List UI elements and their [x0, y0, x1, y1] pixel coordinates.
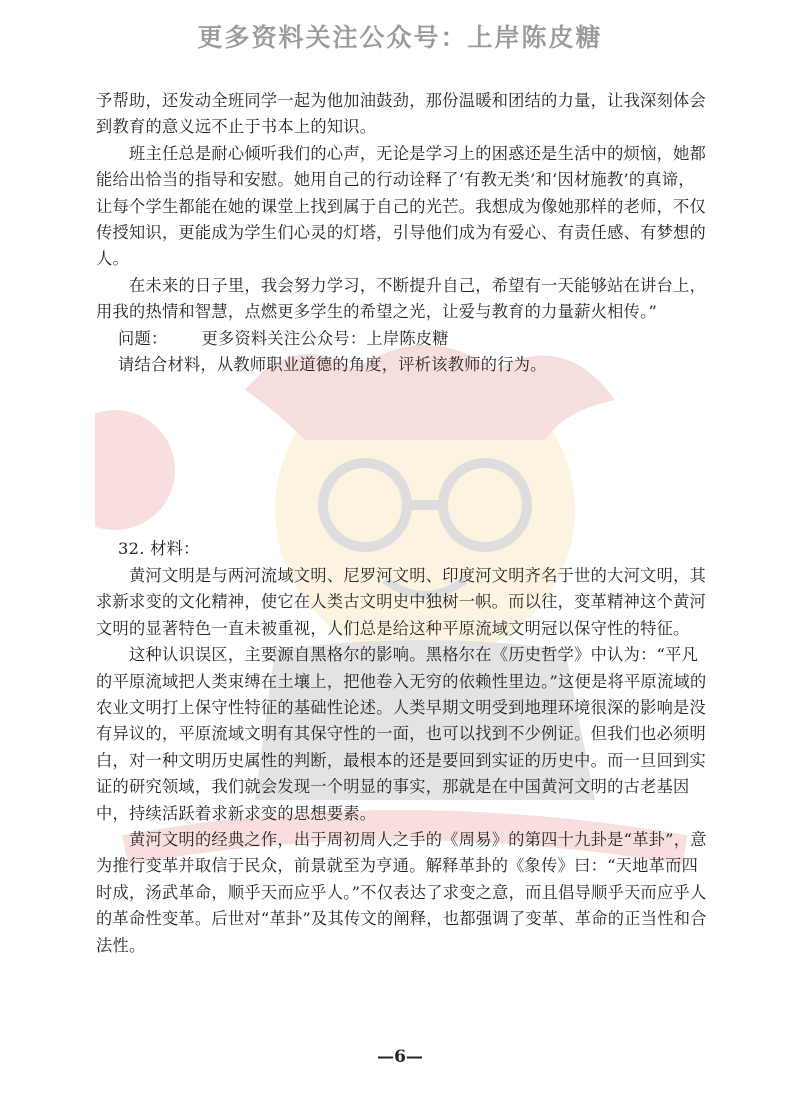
- paragraph: 班主任总是耐心倾听我们的心声，无论是学习上的困惑还是生活中的烦恼，她都能给出恰当的指导和安慰。她用自己的行动诠释了‘有教无类’和‘因材施教’的真谛，让每个学生都能在她的课堂上找到属于自己的光芒。我想成为像她那样的老师，不仅传授知识，更能成为学生们心灵的灯塔，引导他们成为有爱心、有责任感、有梦想的人。: [96, 143, 707, 269]
- paragraph: 黄河文明的经典之作，出于周初周人之手的《周易》的第四十九卦是“革卦”，意为推行变革并取信于民众，前景就至为亨通。解释革卦的《象传》曰：“天地革而四时成，汤武革命，顺乎天而应乎人。”不仅表达了求变之意，而且倡导顺乎天而应乎人的革命性变革。后世对“革卦”及其传文的阐释，也都强调了变革、革命的正当性和合法性。: [96, 829, 707, 955]
- paragraph: 黄河文明是与两河流域文明、尼罗河文明、印度河文明齐名于世的大河文明，其求新求变的文化精神，使它在人类古文明史中独树一帜。而以往，变革精神这个黄河文明的显著特色一直未被重视，人们总是给这种平原流域文明冠以保守性的特征。: [96, 565, 707, 638]
- page-header-watermark: 更多资料关注公众号：上岸陈皮糖: [197, 23, 603, 52]
- question-label: 问题：: [118, 328, 168, 348]
- document-body: [96, 88, 708, 959]
- paragraph: 这种认识误区，主要源自黑格尔的影响。黑格尔在《历史哲学》中认为：“平凡的平原流域把人类束缚在土壤上，把他卷入无穷的依赖性里边。”这便是将平原流域的农业文明打上保守性特征的基础性论述。人类早期文明受到地理环境很深的影响是没有异议的，平原流域文明有其保守性的一面，也可以找到不少例证。但我们也必须明白，对一种文明历史属性的判断，最根本的还是要回到实证的历史中。而一旦回到实证的研究领域，我们就会发现一个明显的事实，那就是在中国黄河文明的古老基因中，持续活跃着求新求变的思想要素。: [96, 645, 707, 823]
- question-label-line: [96, 326, 708, 352]
- page-number: —6—: [377, 1047, 423, 1067]
- item-number: 32. 材料：: [118, 539, 200, 559]
- paragraph: 在未来的日子里，我会努力学习，不断提升自己，希望有一天能够站在讲台上，用我的热情和智慧，点燃更多学生的希望之光，让爱与教育的力量薪火相传。”: [96, 275, 707, 322]
- question-ad-text: 更多资料关注公众号：上岸陈皮糖: [201, 328, 449, 348]
- paragraph-continuation: 予帮助，还发动全班同学一起为他加油鼓劲，那份温暖和团结的力量，让我深刻体会到教育的意义远不止于书本上的知识。: [96, 91, 707, 137]
- question-text: 请结合材料，从教师职业道德的角度，评析该教师的行为。: [118, 355, 547, 375]
